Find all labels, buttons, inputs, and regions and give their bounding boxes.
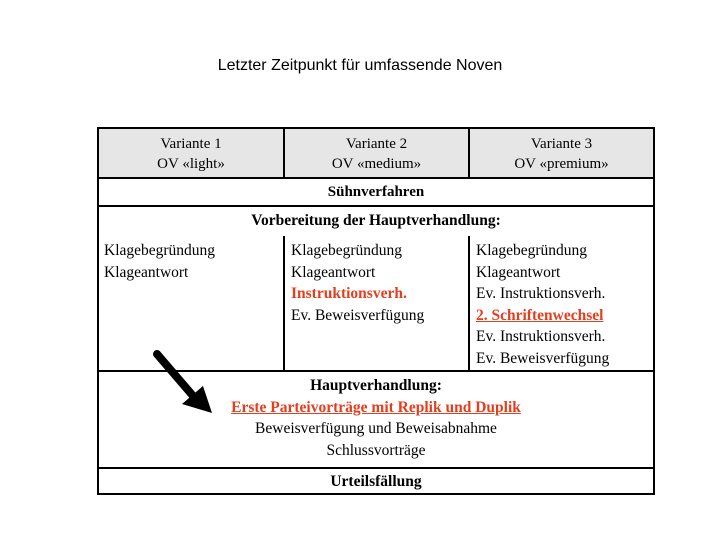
variant-3-name: Variante 3 [530, 136, 593, 152]
list-item: Ev. Beweisverfügung [291, 306, 425, 324]
list-item: Ev. Instruktionsverh. [476, 285, 606, 302]
variant-3-label: OV «premium» [514, 156, 609, 172]
urteil-label: Urteilsfällung [330, 473, 422, 490]
variant-1-name: Variante 1 [160, 136, 222, 152]
variant-2-label: OV «medium» [331, 156, 422, 172]
list-item: Klagebegründung [476, 242, 588, 259]
page-title: Letzter Zeitpunkt für umfassende Noven [217, 57, 503, 74]
list-item: Klagebegründung [291, 242, 403, 259]
list-item-highlight: Instruktionsverh. [291, 285, 407, 302]
list-item: Ev. Beweisverfügung [476, 349, 610, 367]
list-item: Klageantwort [104, 263, 189, 281]
vorbereitung-label: Vorbereitung der Hauptverhandlung: [251, 212, 501, 229]
hauptverhandlung-line: Beweisverfügung und Beweisabnahme [255, 420, 497, 437]
list-item: Ev. Instruktionsverh. [476, 328, 606, 345]
hauptverhandlung-highlight: Erste Parteivorträge mit Replik und Duplik [231, 398, 521, 416]
list-item: Klageantwort [476, 263, 561, 281]
list-item-highlight: 2. Schriftenwechsel [476, 306, 604, 324]
hauptverhandlung-heading: Hauptverhandlung: [310, 377, 442, 394]
hauptverhandlung-line: Schlussvorträge [326, 441, 426, 459]
variant-1-label: OV «light» [157, 156, 225, 172]
list-item: Klagebegründung [104, 242, 216, 259]
suehnverfahren-label: Sühnverfahren [327, 184, 425, 200]
variant-2-name: Variante 2 [345, 136, 408, 152]
list-item: Klageantwort [291, 263, 376, 281]
